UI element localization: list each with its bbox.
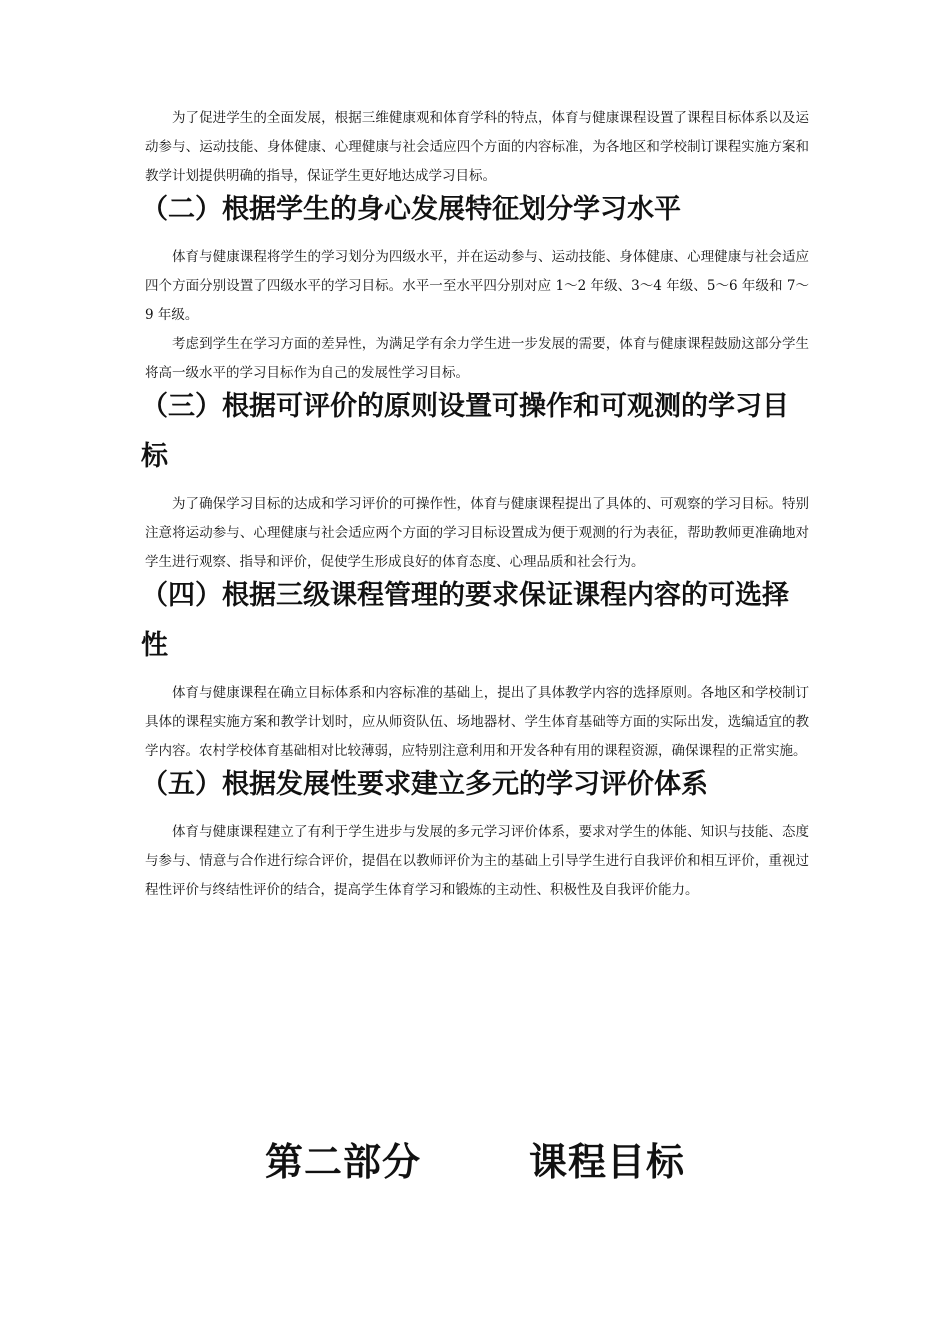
section-heading-3: （三）根据可评价的原则设置可操作和可观测的学习目标 bbox=[141, 391, 789, 472]
section-heading-5: （五）根据发展性要求建立多元的学习评价体系 bbox=[141, 769, 708, 800]
section-2-paragraph-2: 考虑到学生在学习方面的差异性，为满足学有余力学生进一步发展的需要，体育与健康课程鼓励这部分学生将高一级水平的学习目标作为自己的发展性学习目标。 bbox=[145, 336, 809, 381]
section-3-paragraph-1: 为了确保学习目标的达成和学习评价的可操作性，体育与健康课程提出了具体的、可观察的学习目标。特别注意将运动参与、心理健康与社会适应两个方面的学习目标设置成为便于观测的行为表征，帮助教师更准确地对学生进行观察、指导和评价，促使学生形成良好的体育态度、心理品质和社会行为。 bbox=[145, 496, 809, 570]
section-heading-2: （二）根据学生的身心发展特征划分学习水平 bbox=[141, 194, 681, 225]
part-label: 第二部分 bbox=[264, 1140, 421, 1184]
part-name: 课程目标 bbox=[529, 1140, 686, 1184]
part-title bbox=[0, 1134, 950, 1190]
section-4-paragraph-1: 体育与健康课程在确立目标体系和内容标准的基础上，提出了具体教学内容的选择原则。各地区和学校制订具体的课程实施方案和教学计划时，应从师资队伍、场地器材、学生体育基础等方面的实际出发，选编适宜的教学内容。农村学校体育基础相对比较薄弱，应特别注意利用和开发各种有用的课程资源，确保课程的正常实施。 bbox=[145, 685, 809, 759]
section-2-paragraph-1: 体育与健康课程将学生的学习划分为四级水平，并在运动参与、运动技能、身体健康、心理健康与社会适应四个方面分别设置了四级水平的学习目标。水平一至水平四分别对应 1～2 年级、3～4 年级、5～6 年级和 7～9 年级。 bbox=[145, 249, 809, 323]
section-heading-4: （四）根据三级课程管理的要求保证课程内容的可选择性 bbox=[141, 580, 789, 661]
document-body bbox=[141, 104, 809, 905]
intro-paragraph: 为了促进学生的全面发展，根据三维健康观和体育学科的特点，体育与健康课程设置了课程目标体系以及运动参与、运动技能、身体健康、心理健康与社会适应四个方面的内容标准，为各地区和学校制订课程实施方案和教学计划提供明确的指导，保证学生更好地达成学习目标。 bbox=[145, 110, 809, 184]
section-5-paragraph-1: 体育与健康课程建立了有利于学生进步与发展的多元学习评价体系，要求对学生的体能、知识与技能、态度与参与、情意与合作进行综合评价，提倡在以教师评价为主的基础上引导学生进行自我评价和相互评价，重视过程性评价与终结性评价的结合，提高学生体育学习和锻炼的主动性、积极性及自我评价能力。 bbox=[145, 824, 809, 898]
